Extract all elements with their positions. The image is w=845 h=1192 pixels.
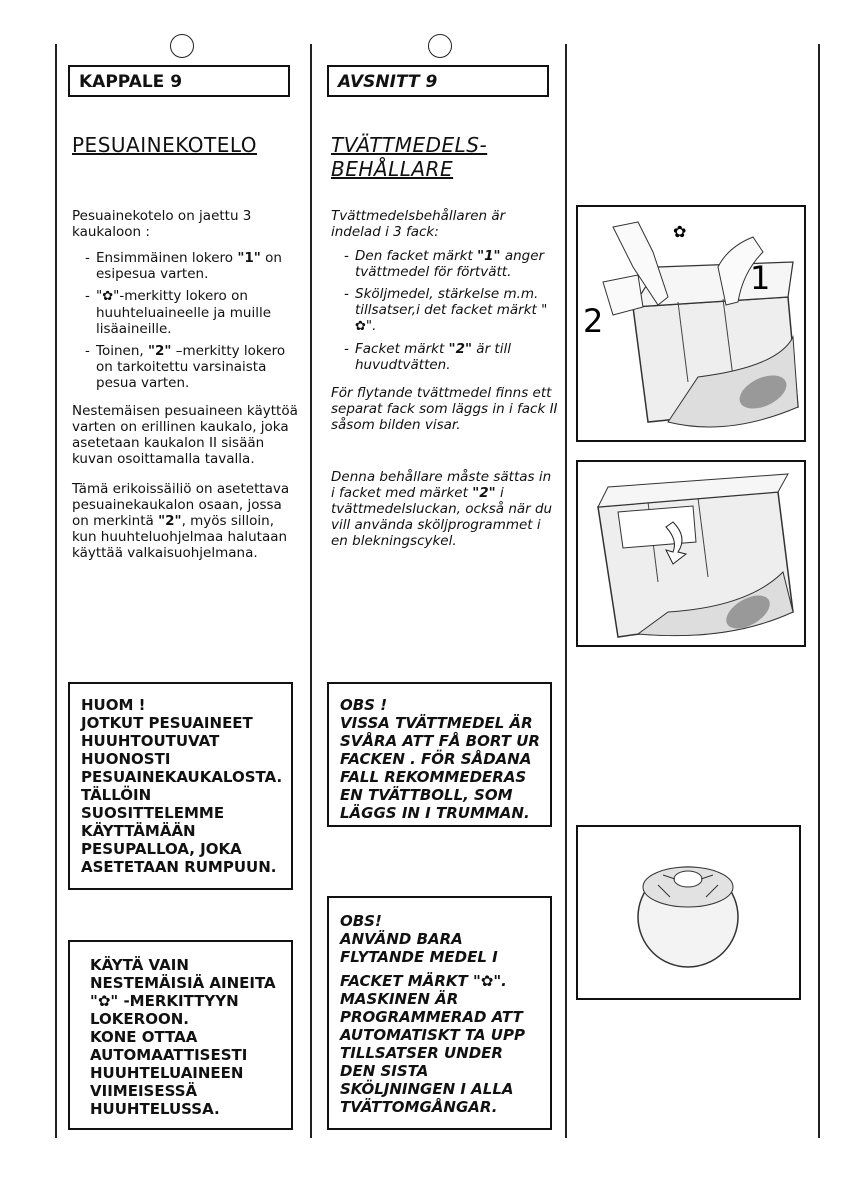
compartment-label-1: 1 bbox=[750, 259, 771, 297]
paragraph-liquid-sv: För flytande tvättmedel finns ett separat fack som läggs in i fack II såsom bilden visar. bbox=[331, 385, 558, 433]
list-item: - Toinen, "2" –merkitty lokero on tarkoitettu varsinaista pesua varten. bbox=[72, 343, 300, 391]
warning-box-sv-2: OBS! ANVÄND BARA FLYTANDE MEDEL I FACKET MÄRKT "✿". MASKINEN ÄR PROGRAMMERAD ATT AUTOMATISKT TA UPP TILLSATSER UNDER DEN SISTA SKÖLJNINGEN I ALLA TVÄTTOMGÅNGAR. bbox=[327, 896, 552, 1130]
section-heading-sv: AVSNITT 9 bbox=[327, 65, 549, 97]
intro-sv: Tvättmedelsbehållaren är indelad i 3 fack: bbox=[331, 208, 506, 240]
warning-box-sv-1: OBS ! VISSA TVÄTTMEDEL ÄR SVÅRA ATT FÅ BORT UR FACKEN . FÖR SÅDANA FALL REKOMMEDERAS EN TVÄTTBOLL, SOM LÄGGS IN I TRUMMAN. bbox=[327, 682, 552, 827]
flower-icon: ✿ bbox=[102, 289, 114, 304]
compartment-label-2: 2 bbox=[583, 302, 604, 340]
flower-icon: ✿ bbox=[355, 319, 366, 334]
section-heading-fi: KAPPALE 9 bbox=[68, 65, 290, 97]
body-text-sv bbox=[331, 208, 559, 559]
flower-icon: ✿ bbox=[97, 992, 111, 1010]
section-title-fi: PESUAINEKOTELO bbox=[72, 133, 257, 157]
list-item: - Facket märkt "2" är till huvudtvätten. bbox=[331, 341, 559, 373]
language-marker-circle-1 bbox=[170, 34, 194, 58]
figure-washing-ball bbox=[576, 825, 801, 1000]
column-divider-3 bbox=[565, 44, 567, 1138]
list-item: - Sköljmedel, stärkelse m.m. tillsatser,i det facket märkt " ✿". bbox=[331, 286, 559, 335]
paragraph-liquid-fi: Nestemäisen pesuaineen käyttöä varten on erillinen kaukalo, joka asetetaan kaukalon II sisään kuvan osoittamalla tavalla. bbox=[72, 403, 298, 467]
compartment-list-fi bbox=[72, 250, 300, 391]
column-divider-1 bbox=[55, 44, 57, 1138]
figure-liquid-container-insert bbox=[576, 460, 806, 647]
paragraph-container-fi: Tämä erikoissäiliö on asetettava pesuainekaukalon osaan, jossa on merkintä "2", myös silloin, kun huuhteluohjelmaa halutaan käyttää valkaisuohjelmana. bbox=[72, 481, 290, 561]
column-divider-2 bbox=[310, 44, 312, 1138]
intro-fi: Pesuainekotelo on jaettu 3 kaukaloon : bbox=[72, 208, 252, 240]
body-text-fi bbox=[72, 208, 300, 571]
figure-detergent-pouring bbox=[576, 205, 806, 442]
flower-icon: ✿ bbox=[673, 222, 687, 241]
compartment-list-sv bbox=[331, 248, 559, 373]
column-divider-4 bbox=[818, 44, 820, 1138]
list-item: - "✿"-merkitty lokero on huuhteluaineelle ja muille lisäaineille. bbox=[72, 288, 300, 337]
warning-box-fi-2: KÄYTÄ VAIN NESTEMÄISIÄ AINEITA "✿" -MERKITTYYN LOKEROON. KONE OTTAA AUTOMAATTISESTI HUUHTELUAINEEN VIIMEISESSÄ HUUHTELUSSA. bbox=[68, 940, 293, 1130]
list-item: - Ensimmäinen lokero "1" on esipesua varten. bbox=[72, 250, 300, 282]
list-item: - Den facket märkt "1" anger tvättmedel för förtvätt. bbox=[331, 248, 559, 280]
language-marker-circle-2 bbox=[428, 34, 452, 58]
flower-icon: ✿ bbox=[480, 972, 494, 990]
warning-box-fi-1: HUOM ! JOTKUT PESUAINEET HUUHTOUTUVAT HUONOSTI PESUAINEKAUKALOSTA. TÄLLÖIN SUOSITTELEMME KÄYTTÄMÄÄN PESUPALLOA, JOKA ASETETAAN RUMPUUN. bbox=[68, 682, 293, 890]
section-title-sv: TVÄTTMEDELS- BEHÅLLARE bbox=[331, 133, 488, 181]
paragraph-container-sv: Denna behållare måste sättas in i facket med märket "2" i tvättmedelsluckan, också när du vill använda sköljprogrammet i en blekningscykel. bbox=[331, 469, 553, 549]
